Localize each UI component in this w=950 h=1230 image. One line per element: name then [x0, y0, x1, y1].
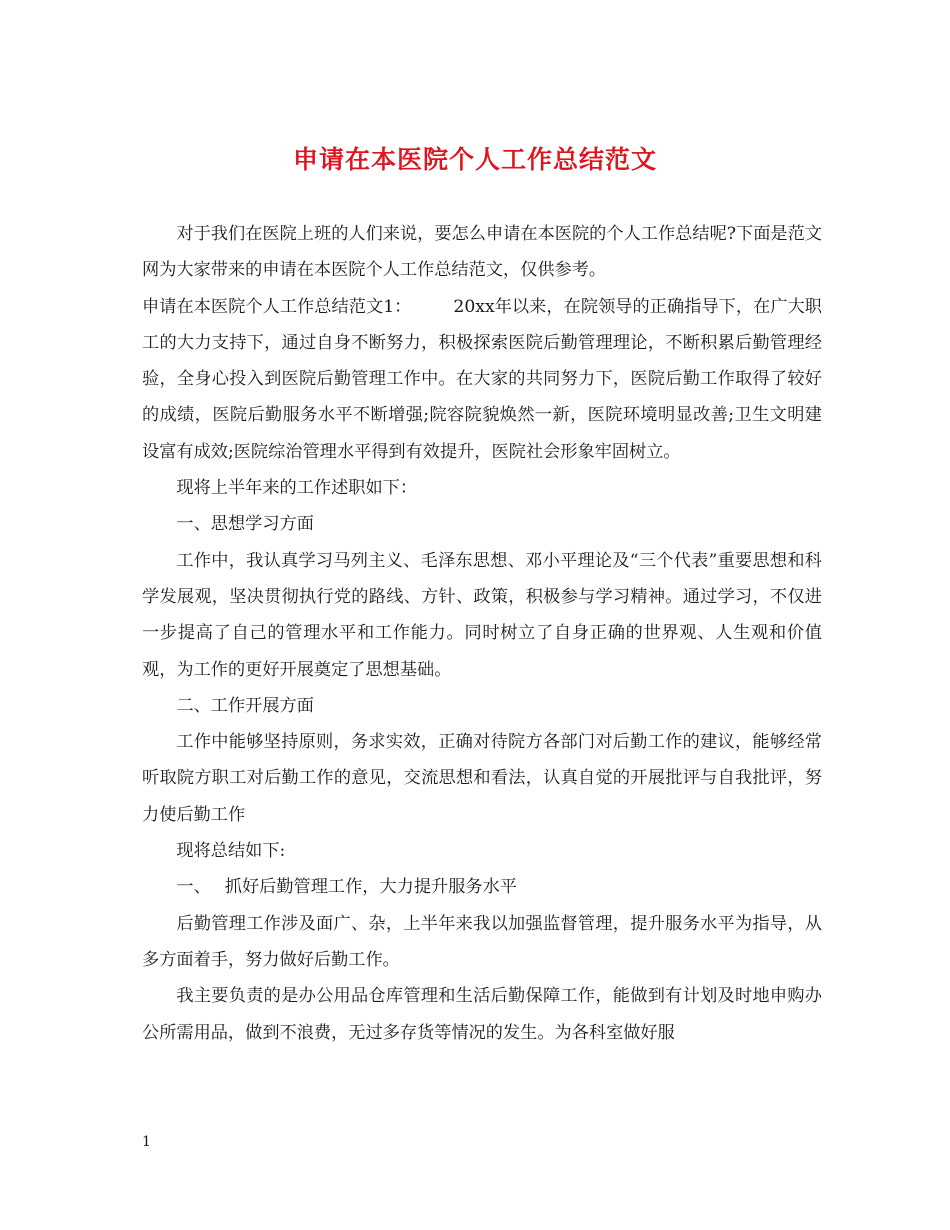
section2-paragraph: 工作中能够坚持原则，务求实效，正确对待院方各部门对后勤工作的建议，能够经常听取院方职工对后勤工作的意见，交流思想和看法，认真自觉的开展批评与自我批评，努力使后勤工作	[142, 732, 822, 825]
page-number: 1	[142, 1134, 151, 1150]
sample-label: 申请在本医院个人工作总结范文1：	[142, 296, 412, 317]
report-intro: 现将上半年来的工作述职如下：	[176, 478, 418, 499]
summary-intro: 现将总结如下:	[176, 841, 286, 862]
sample-paragraph	[142, 289, 822, 470]
item1-number: 一、	[176, 877, 211, 898]
item1-heading-line	[142, 869, 822, 905]
section1-paragraph: 工作中，我认真学习马列主义、毛泽东思想、邓小平理论及“三个代表”重要思想和科学发展观，坚决贯彻执行党的路线、方针、政策，积极参与学习精神。通过学习，不仅进一步提高了自己的管理水平和工作能力。同时树立了自身正确的世界观、人生观和价值观，为工作的更好开展奠定了思想基础。	[142, 550, 822, 680]
item1-paragraph: 后勤管理工作涉及面广、杂，上半年来我以加强监督管理，提升服务水平为指导，从多方面着手，努力做好后勤工作。	[142, 913, 822, 970]
item1-heading: 抓好后勤管理工作，大力提升服务水平	[224, 877, 517, 898]
item1-paragraph-2: 我主要负责的是办公用品仓库管理和生活后勤保障工作，能做到有计划及时地申购办公所需用品，做到不浪费，无过多存货等情况的发生。为各科室做好服	[142, 986, 822, 1043]
intro-paragraph: 对于我们在医院上班的人们来说，要怎么申请在本医院的个人工作总结呢?下面是范文网为大家带来的申请在本医院个人工作总结范文，仅供参考。	[142, 224, 822, 281]
document-body	[142, 216, 822, 1051]
section2-heading: 二、工作开展方面	[176, 695, 314, 716]
section1-heading: 一、思想学习方面	[176, 514, 314, 535]
sample-text: 20xx年以来，在院领导的正确指导下，在广大职工的大力支持下，通过自身不断努力，积极探索医院后勤管理理论，不断积累后勤管理经验，全身心投入到医院后勤管理工作中。在大家的共同努力下，医院后勤工作取得了较好的成绩，医院后勤服务水平不断增强;院容院貌焕然一新，医院环境明显改善;卫生文明建设富有成效;医院综治管理水平得到有效提升，医院社会形象牢固树立。	[142, 296, 822, 462]
document-title: 申请在本医院个人工作总结范文	[292, 145, 657, 174]
